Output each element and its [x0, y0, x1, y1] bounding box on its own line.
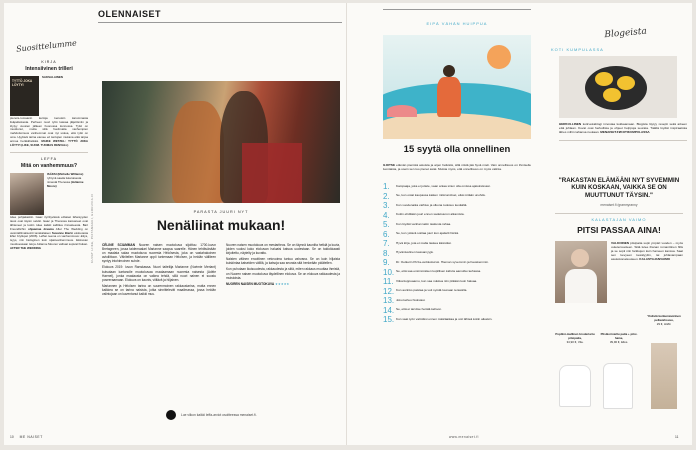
list-number: 11. [383, 277, 394, 286]
film-person-b: (Julianne Moore) [47, 179, 84, 188]
hero-image [102, 81, 340, 203]
film-title: Mitä on vanhemmuus? [20, 163, 78, 170]
film-text-c: tulee pohjakastiin. Isaac riyrittyvässä erilaiset läheisyyden tasot ovat täysin selvät. Isaac ja Theressa kasvaneet ovat lähteneet ja kotiin tulee kaikki sallittua rinnasteesta. Bart Freundlichin [10, 215, 88, 231]
folio-brand: ME NAISET [19, 435, 43, 439]
egg-yolk [595, 72, 613, 86]
top-rule [383, 9, 531, 10]
list-number: 2. [383, 191, 390, 201]
fashion-text [611, 241, 683, 261]
film-text-e: elokuvasta Efter bryllupet (2006). Leffan teema on vanhemmuus: äitiys, isyys, niin biologinen kuin sijaisvanhemmuus. Elokuvan muuttuessaan isä ja Julianne Mooren valtiuat sopivat hiukan. [10, 230, 88, 246]
hero-paragraph-5: Naisten välinen eroottinen vetovoima tuntuu vahvana. Se on kuin hiljaista kuiskintaa katseiden välillä, ja katsoja saa seurata sitä henkeään pidätellen. [226, 257, 340, 266]
beach-flower [387, 105, 417, 117]
book-credit: MAIKE WETZEL: TYTTÖ JOKA LÖYTYI (LIKE, SUOM. TUOMAS RENVALL) [10, 138, 89, 147]
list-intro [383, 163, 531, 171]
egg-yolk [617, 76, 635, 90]
quote-block [555, 177, 683, 214]
product-price: 39,90 €, Ellos. [609, 339, 629, 344]
blog-kicker: KOTI KUMPULASSA [551, 47, 604, 52]
product-blouse-image [559, 365, 591, 407]
divider [559, 140, 687, 141]
product-dress-image [603, 363, 633, 409]
list-number: 13. [383, 296, 395, 305]
figure-body [437, 77, 461, 117]
book-block [10, 76, 88, 116]
list-item: 6. Se, kun ystävä soittaa juuri kun ajattelit häntä. [383, 229, 459, 239]
film-lead: ISÄKSI [47, 172, 57, 177]
list-headline: 15 syytä olla onnellinen [403, 144, 511, 155]
fashion-kicker: KALASTAJAN VAIMO [591, 217, 647, 222]
blog-text [559, 122, 687, 134]
figure-hair-left [172, 101, 224, 203]
sun-icon [487, 45, 511, 69]
film-text-b: ryhtyvä saada lukeraisesta nimestä Theressa [47, 176, 82, 184]
hero-credit-line [226, 282, 340, 286]
hero-heading [102, 210, 340, 233]
folio-left [10, 435, 43, 439]
hero-lead: CÉLINE SCIAMMAN [102, 243, 136, 247]
list-item: 7. Hyvä kirja, jota et malta laskea käsistäsi. [383, 239, 452, 248]
product-caption-1 [555, 333, 595, 344]
hero-paragraph-6: Kun puhutaan ikuisuudesta, rakkaudesta ja siitä, miten rakkaus muuttaa ihmistä, on Nuoren naisen muotokuva täydellinen elokuva. Se on elokuva rakkaudesta ja muistoista. [226, 267, 340, 280]
footnote [166, 410, 336, 420]
blog-script-title: Blogeista [604, 26, 648, 41]
list-number: 8. [383, 248, 390, 258]
section-header [98, 9, 342, 23]
photo-credit-vertical: KUVAT LIIKE, PIXTAMAKKI, ELOKUVIA.FI [90, 193, 94, 263]
film-person-a: (Michelle Williams) [57, 172, 84, 177]
egg-yolk [603, 88, 621, 102]
film-block [10, 173, 88, 215]
hero-paragraph-4: Nuoren naisen muotokuva on mestariteos. Se on täynnä kauniita hetkiä ja kuvia, joiden vuoksi koko elokuvan haluaisi katsoa uudestaan. Se on taidokkaasti kirjoitettu, näytelty ja kuvattu. [226, 243, 340, 256]
film-person-d: Susanne Bierin [51, 230, 74, 235]
section-rule [98, 22, 342, 23]
fashion-lead: VALKOINEN [611, 241, 629, 245]
product-trousers-image [651, 343, 677, 409]
list-number: 5. [383, 220, 390, 229]
divider [555, 213, 683, 214]
product-name: Pitsikoristeltu paita + pitsi-hame, [600, 332, 638, 340]
list-item: 14. Se, että ei tarvitse herätä kelloon. [383, 305, 442, 315]
happiness-list [383, 183, 531, 326]
book-blurb-lead: SAKSALAINEN [42, 75, 63, 79]
list-intro-lead: ILOITSE [383, 163, 396, 167]
list-item: 1. Kampaaja, joka ei juttele, vaan antaa sinun olla omissa ajatuksissasi. [383, 182, 491, 191]
list-number: 10. [383, 267, 395, 277]
fashion-heading [555, 217, 683, 235]
right-page [349, 3, 692, 445]
blog-lead: HERKULLINEN [559, 122, 582, 126]
rating-stars: ★★★★★ [275, 281, 290, 286]
list-number: 7. [383, 239, 390, 248]
film-still-image [10, 173, 44, 215]
hero-kicker: PARASTA JUURI NYT [193, 210, 249, 214]
list-item: 13. Joku kehuu hiuksiasi. [383, 296, 426, 305]
list-number: 12. [383, 286, 395, 296]
divider [10, 152, 88, 153]
hero-column-2 [226, 243, 340, 288]
product-price: 34,90 €, Vila. [566, 339, 584, 344]
list-item: 15. Kun saat työn valmiiksi ennen määräaikaa ja voit lähteä kotiin aikaisin. [383, 315, 493, 324]
hero-column-1 [102, 243, 216, 298]
film-blurb-side [44, 173, 88, 215]
list-number: 9. [383, 258, 390, 267]
hero-paragraph-2: Elokuva 2019: luvun Ranskassa. Nuori taiteilija Marianne (Noémie Merlant) kutsutaan kartanolle muotokuvaa maalaamaan nuoresta naisesta (Adèle Haenel), jonka maalausta on vaikea tehdä, sillä nuori nainen ei suostu poseeraamaan. Elokuva on kaunis, viiltävä ja hiljainen. [102, 265, 216, 282]
list-item: 12. Kun aurinko paistaa ja voit syödä lounaan terassilla. [383, 286, 468, 296]
left-page [4, 3, 347, 445]
figure-red-dress [242, 143, 302, 203]
brand-badge-icon [166, 410, 176, 420]
fashion-model-image [555, 241, 607, 303]
fashion-link[interactable]: KALASTAJANVAIMO [639, 257, 671, 261]
list-item: 3. Kun vuodenaika vaihtuu ja ulkona tuoksuu keväältä. [383, 201, 468, 210]
book-title: Intensiivinen trilleri [25, 66, 73, 72]
page-number: 11 [675, 435, 679, 439]
product-row [555, 315, 683, 413]
quote-text: "RAKASTAN ELÄMÄÄNI NYT SYVEMMIN KUIN KOSKAAN, VAIKKA SE ON MUUTTUNUT TÄYSIN." [558, 177, 680, 199]
list-number: 6. [383, 229, 390, 239]
script-title: Suosittelumme [15, 38, 78, 54]
book-blurb [10, 117, 88, 147]
film-blurb [10, 216, 88, 250]
website-url[interactable]: www.menaiset.fi [449, 435, 479, 439]
hero-credit: NUOREN NAISEN MUOTOKUVA [226, 281, 275, 286]
list-item: 10. Se, että saa ensimmäisen kupillisen kahvia aamulla rauhassa. [383, 267, 482, 277]
model-lace-top [565, 269, 597, 303]
film-text-d: After The Wedding on uusintafilmatisointi tanskalaisen [10, 226, 88, 235]
list-item: 9. Dr. Oetkerin Pizza-verkkokurssi. Hieman syvemmin ja hauskemmin. [383, 258, 489, 267]
list-intro-text: elämän pienistä asioista ja arjen hetkistä, sillä niistä jää hyvä mieli. Vain onnellisuus on ihmiselle luontaista, ja usein sen tuo pienet asiat. Muista myös, että onnellisuus on myös valinta. [383, 163, 531, 171]
fashion-headline: PITSI PASSAA AINA! [577, 225, 661, 235]
book-category: KIRJA [41, 60, 57, 64]
list-item: 2. Se, kun ostat kaupassa kaiken mitä tarvitset, eikä mitään unohdu. [383, 191, 486, 201]
film-person-c: ohjaamaa draama [27, 226, 54, 231]
hero-paragraph-3: Mariannen ja Héloïsen tarina on suurenmoinen rakkaustarina, mutta ennen kaikkea se on tarina naisista, jotka sinnittelevät maailmassa, jossa heidän valintojaan on kaventanut kaikki muu. [102, 283, 216, 297]
blog-image [559, 56, 677, 118]
quote-source: menaiset.fi /gramnyranny [600, 203, 638, 208]
list-number: 14. [383, 305, 395, 315]
product-name: Yhdistä kurkumavärinen pellavahousu, [647, 314, 681, 322]
book-blurb-top [39, 76, 63, 116]
page-number: 10 [10, 435, 14, 439]
blog-body: kotiruokablogi innostaa kokkaamaan. Blogista löytyy resepti sekä arkeen että juhlaan. Kuvat ovat herkullisia ja ohjeet helppoja seurata. Täältä löydät inspiraatiota lähes mihin tahansa ruokaan. [559, 122, 687, 134]
list-kicker: EIPÄ VÄHÄN HUIPPUA [426, 21, 488, 26]
figure-head [443, 65, 455, 77]
product-name: Popliini-mallinen broderiartu pitsipaita, [555, 332, 595, 340]
section-title: OLENNAISET [98, 9, 162, 19]
list-number: 15. [383, 315, 395, 324]
product-caption-3 [645, 315, 683, 326]
product-caption-2 [599, 333, 639, 344]
hero-p1-text: Nuoren naisen muotokuva sijoittuu 1700-luvun Bretagneen, jossa taidemaalari Marianne saapuu saarelle. Hänen tehtävänään on maalata salaa muotokuva nuoresta Héloïsesta, joka on vastahakoinen avioliittoon. Vähitellen Marianne oppii tuntemaan Héloïsen, ja heidän välilleen syntyy intohimoinen suhde. [102, 243, 216, 264]
magazine-spread [4, 3, 692, 445]
list-item: 11. Viikonloppuaamu, kun saa nukkua niin pitkään kuin haluaa. [383, 277, 478, 286]
list-number: 1. [383, 182, 390, 191]
hero-headline: Nenäliinat mukaan! [156, 217, 286, 233]
list-kicker-wrap [383, 21, 531, 26]
model-face [571, 249, 589, 267]
blog-column [545, 26, 687, 141]
book-cover-image: TYTTÖ JOKA LÖYTYI [10, 76, 39, 116]
hero-paragraph-1 [102, 243, 216, 263]
recommendations-column [10, 38, 89, 251]
list-number: 4. [383, 210, 390, 220]
product-price: 29 €, H&M. [656, 321, 672, 326]
film-credit: AFTER THE WEDDING [10, 245, 41, 250]
list-item: 8. Hyväntuulinen kassamyyjä. [383, 248, 434, 258]
list-item: 5. Kun löydät vanhan takin taskusta rahaa. [383, 220, 452, 229]
book-blurb-text: pienois-romaanin kertoja keruokin karummasta lisäpelkokesta. Perheen nuori tyttö katoaa jäljettömiin ja löytyy vuosien jälkeen huonossa kunnossa. Tyttö on muuttunut, mutta siitä huolimatta vanhempien mahdottomuus vanhemmat ovat nyt uskoa, että tyttö on oma. Hyytävä tarina etenee eri kertojien mukana eikä tarjoa armoa herkkähelkäsi. [10, 116, 88, 143]
list-number: 3. [383, 201, 390, 210]
beach-illustration [383, 35, 531, 139]
film-category: LEFFA [41, 157, 57, 162]
fashion-body: pitsipaita sopii ympäri vuoden – myös uutetensuoleen. Siitä tulee ihanan romanttinen fiilis ja se sopii niin farkkujen kuin hameen kanssa. Saat sen kevyeen kesätyyliin, tai juhlavampaan asukokonaisuuteen. [611, 241, 683, 261]
list-item: 4. Kotiin ehditään juuri ennen sadekuuron alkamista. [383, 210, 465, 220]
footnote-text: Lue viikon kaikki leffa-arviot osoitteessa menaiset.fi. [181, 412, 257, 417]
blog-link[interactable]: MENAISET.FI/KOTIKUMPULASSA [600, 130, 650, 134]
